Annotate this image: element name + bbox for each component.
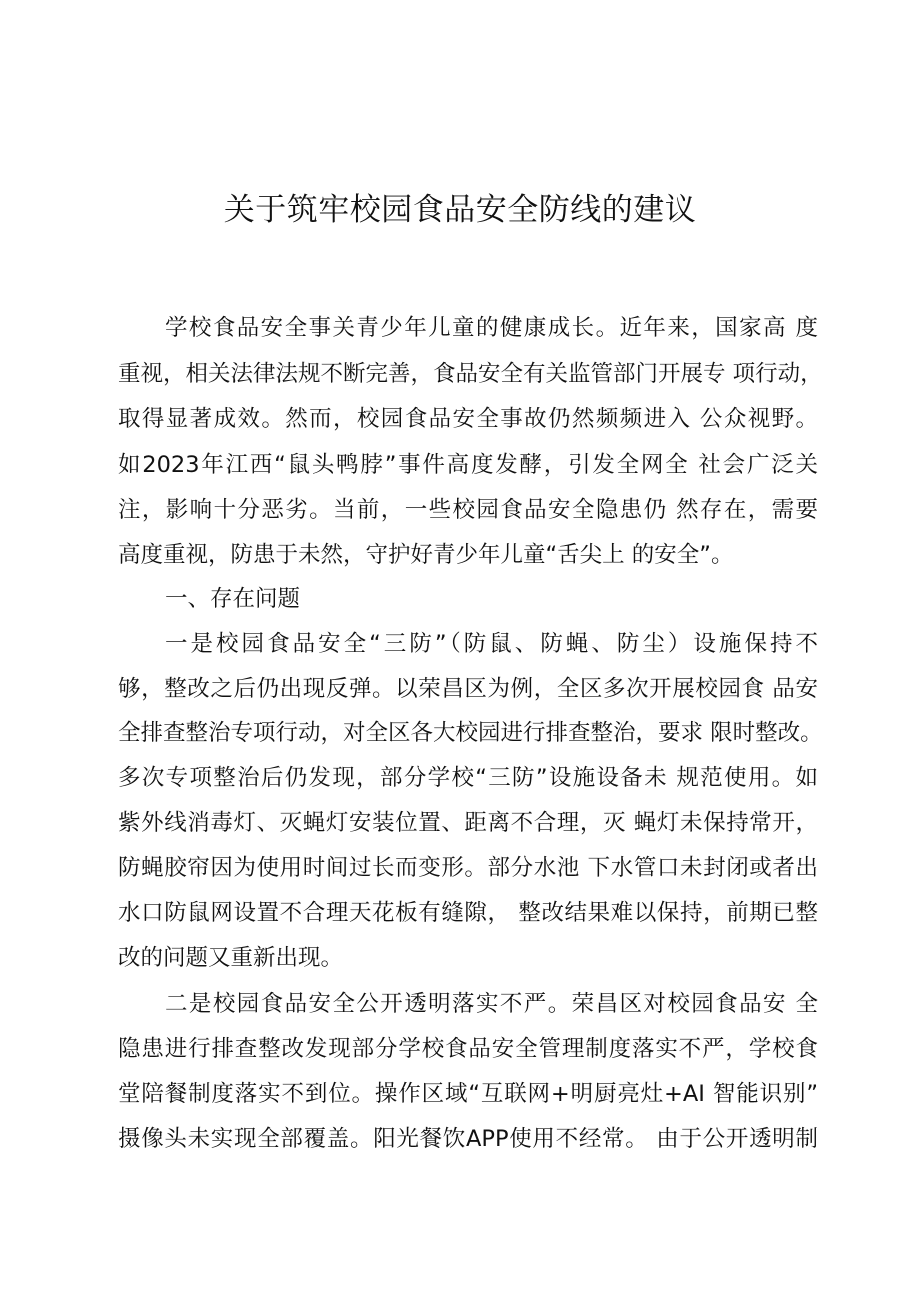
paragraph-line: 如2023年江西“鼠头鸭脖”事件高度发酵，引发全网全 社会广泛关	[118, 452, 818, 478]
paragraph-line: 一是校园食品安全“三防”（防鼠、防蝇、防尘）设施保持不	[165, 631, 818, 657]
paragraph-line: 全排查整治专项行动，对全区各大校园进行排查整治，要求 限时整改。	[118, 720, 823, 746]
section-heading: 一、存在问题	[165, 586, 301, 612]
paragraph-line: 紫外线消毒灯、灭蝇灯安装位置、距离不合理，灭 蝇灯未保持常开，	[118, 810, 818, 836]
paragraph-line: 够，整改之后仍出现反弹。以荣昌区为例，全区多次开展校园食 品安	[118, 676, 818, 702]
paragraph-line: 二是校园食品安全公开透明落实不严。荣昌区对校园食品安 全	[165, 991, 818, 1017]
paragraph-line: 注，影响十分恶劣。当前，一些校园食品安全隐患仍 然存在，需要	[118, 497, 818, 523]
paragraph-line: 取得显著成效。然而，校园食品安全事故仍然频频进入 公众视野。	[118, 406, 818, 432]
paragraph-line: 堂陪餐制度落实不到位。操作区域“互联网+明厨亮灶+AI 智能识别”	[118, 1081, 818, 1107]
paragraph-line: 水口防鼠网设置不合理天花板有缝隙， 整改结果难以保持，前期已整	[118, 900, 818, 926]
paragraph-line: 高度重视，防患于未然，守护好青少年儿童“舌尖上 的安全”。	[118, 542, 734, 568]
document-title: 关于筑牢校园食品安全防线的建议	[223, 192, 697, 228]
paragraph-line: 学校食品安全事关青少年儿童的健康成长。近年来，国家高 度	[165, 315, 818, 341]
paragraph-line: 多次专项整治后仍发现，部分学校“三防”设施设备未 规范使用。如	[118, 765, 818, 791]
paragraph-line: 重视，相关法律法规不断完善，食品安全有关监管部门开展专 项行动，	[118, 361, 823, 387]
paragraph-line: 隐患进行排查整改发现部分学校食品安全管理制度落实不严，学校食	[118, 1036, 818, 1062]
paragraph-line: 摄像头未实现全部覆盖。阳光餐饮APP使用不经常。 由于公开透明制	[118, 1126, 818, 1152]
paragraph-line: 防蝇胶帘因为使用时间过长而变形。部分水池 下水管口未封闭或者出	[118, 855, 818, 881]
paragraph-line: 改的问题又重新出现。	[118, 945, 344, 971]
